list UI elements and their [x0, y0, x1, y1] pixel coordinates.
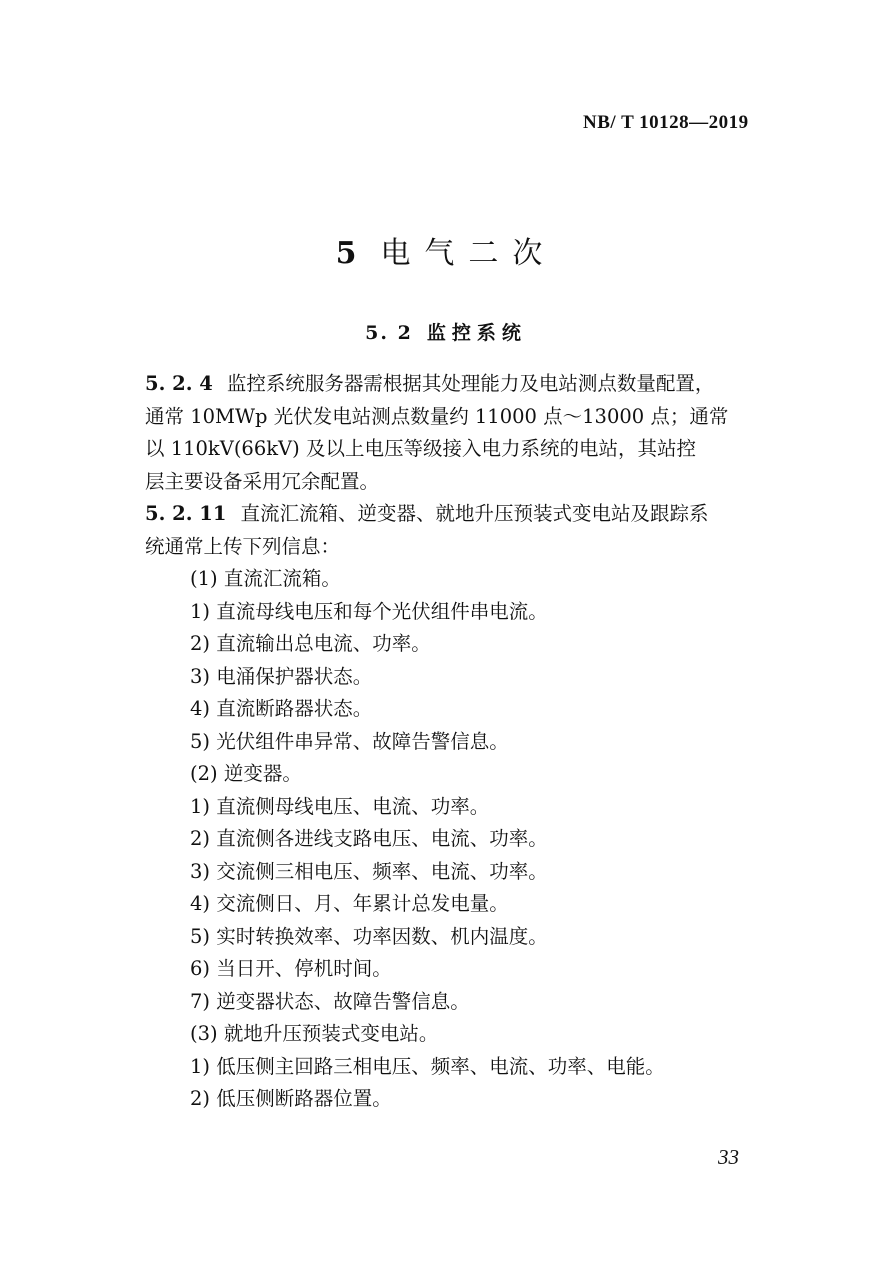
list-item: 1) 直流侧母线电压、电流、功率。	[190, 794, 490, 818]
list-item: 3) 交流侧三相电压、频率、电流、功率。	[190, 859, 548, 883]
page-number: 33	[718, 1145, 739, 1169]
clause-line: 统通常上传下列信息：	[145, 534, 341, 558]
clause-line: 直流汇流箱、逆变器、就地升压预装式变电站及跟踪系	[240, 502, 709, 525]
chapter-number: 5	[335, 236, 371, 271]
list-item: 5) 实时转换效率、功率因数、机内温度。	[190, 924, 548, 948]
clause-number: 5. 2. 4	[145, 372, 213, 395]
list-item: 4) 交流侧日、月、年累计总发电量。	[190, 892, 509, 915]
list-item: 2) 直流侧各进线支路电压、电流、功率。	[190, 827, 548, 850]
list-item: 2) 低压侧断路器位置。	[190, 1087, 392, 1110]
list-item: 3) 电涌保护器状态。	[190, 664, 373, 688]
clause-line: 通常 10MWp 光伏发电站测点数量约 11000 点～13000 点；通常	[145, 404, 729, 428]
clause-5-2-11	[145, 498, 775, 563]
clause-5-2-4	[145, 368, 775, 498]
clause-line: 监控系统服务器需根据其处理能力及电站测点数量配置，	[226, 372, 715, 395]
list-item: (2) 逆变器。	[190, 762, 302, 785]
list-item: 1) 低压侧主回路三相电压、频率、电流、功率、电能。	[190, 1054, 665, 1078]
section-title: 监控系统	[426, 322, 527, 344]
list-item: (1) 直流汇流箱。	[190, 567, 341, 590]
section-number: 5. 2	[365, 322, 413, 344]
document-body	[145, 368, 775, 1116]
list-item: 1) 直流母线电压和每个光伏组件串电流。	[190, 599, 548, 623]
standard-code: NB/ T 10128—2019	[583, 112, 749, 133]
section-heading	[0, 318, 892, 345]
list-item: 2) 直流输出总电流、功率。	[190, 632, 431, 655]
list-item: 6) 当日开、停机时间。	[190, 957, 392, 980]
clause-line: 层主要设备采用冗余配置。	[145, 469, 380, 493]
clause-number: 5. 2. 11	[145, 502, 227, 525]
list-item: 4) 直流断路器状态。	[190, 697, 373, 720]
list-item: 5) 光伏组件串异常、故障告警信息。	[190, 729, 509, 753]
list-item: 7) 逆变器状态、故障告警信息。	[190, 989, 470, 1013]
chapter-heading	[0, 228, 892, 272]
chapter-title: 电气二次	[380, 236, 557, 271]
clause-line: 以 110kV(66kV) 及以上电压等级接入电力系统的电站，其站控	[145, 437, 696, 460]
list-item: (3) 就地升压预装式变电站。	[190, 1022, 439, 1045]
